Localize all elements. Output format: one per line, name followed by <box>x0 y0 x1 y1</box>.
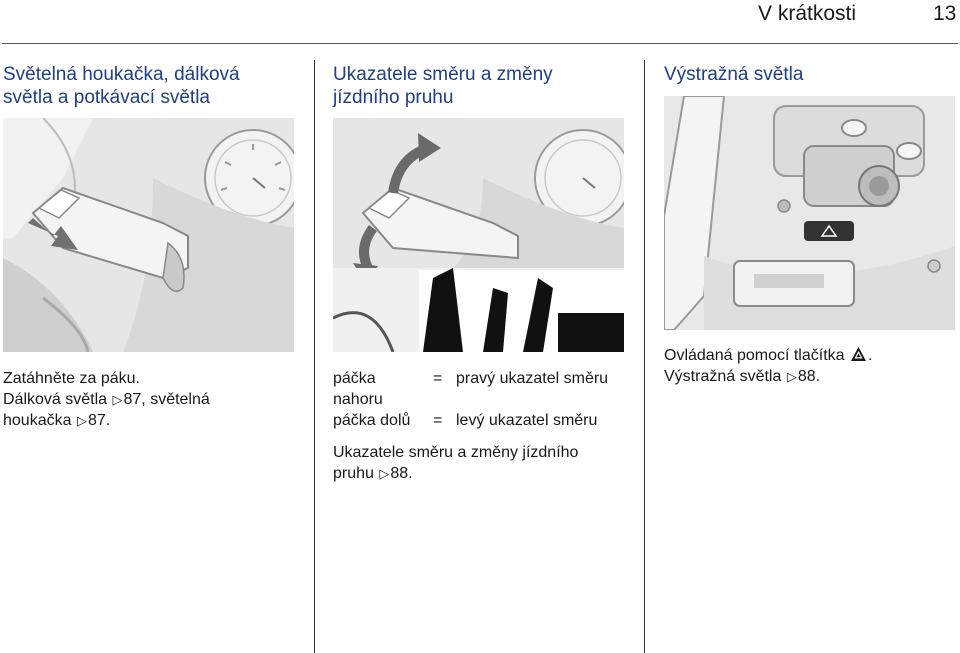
triangle-right-icon: ▷ <box>112 392 123 407</box>
instruction-text: Zatáhněte za páku. <box>3 370 140 387</box>
reference-label: houkačka <box>3 412 72 429</box>
text-hazard-lights: Ovládaná pomocí tlačítka . Výstražná světla ▷88. <box>664 347 873 385</box>
reference-link[interactable]: 88. <box>797 368 821 385</box>
triangle-right-icon: ▷ <box>786 369 797 384</box>
section-heading-turn-signals: Ukazatele směru a změny jízdního pruhu <box>333 64 553 108</box>
illustration-light-stalk <box>3 118 294 352</box>
instruction-text: Ukazatele směru a změny jízdního <box>333 444 579 461</box>
text-turn-signals <box>333 442 578 484</box>
instruction-text: Ovládaná pomocí tlačítka <box>664 347 845 364</box>
reference-link[interactable]: 87, světelná <box>123 391 210 408</box>
reference-label: Dálková světla <box>3 391 108 408</box>
section-heading-headlights: Světelná houkačka, dálková světla a potkávací světla <box>3 64 240 108</box>
section-title: V krátkosti <box>758 2 857 25</box>
section-heading-hazard-lights: Výstražná světla <box>664 64 804 85</box>
hazard-warning-triangle-icon <box>850 346 867 362</box>
triangle-right-icon: ▷ <box>379 466 390 481</box>
column-divider <box>314 60 315 653</box>
reference-link[interactable]: 88. <box>390 465 413 482</box>
header-divider <box>2 43 958 44</box>
page-number: 13 <box>933 2 957 25</box>
column-divider <box>644 60 645 653</box>
text-headlights <box>3 368 210 431</box>
triangle-right-icon: ▷ <box>76 413 87 428</box>
illustration-turn-signal-stalk <box>333 118 624 352</box>
reference-link[interactable]: 87. <box>87 412 111 429</box>
reference-label: Výstražná světla <box>664 368 782 385</box>
reference-label: pruhu <box>333 465 374 482</box>
illustration-hazard-button <box>664 96 955 330</box>
